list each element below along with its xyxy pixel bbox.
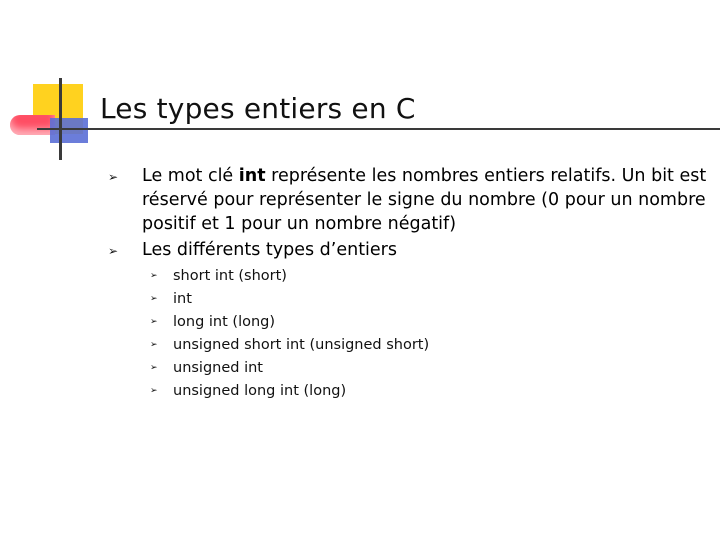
slide-title: Les types entiers en C [100,92,416,125]
arrow-bullet-icon: ➢ [150,271,158,281]
bullet-text: Les différents types d’entiers [142,240,397,260]
keyword-int: int [238,166,266,186]
bullet-text [142,164,714,236]
arrow-bullet-icon: ➢ [150,363,158,373]
decor-red-shape [10,115,55,135]
sub-bullet-text: int [173,291,192,307]
decor-vertical-line [59,78,62,160]
sub-bullet-list [150,266,429,404]
sub-bullet-item [150,335,429,358]
sub-bullet-item [150,358,429,381]
sub-bullet-item [150,381,429,404]
arrow-bullet-icon: ➢ [108,170,119,184]
bullet-text-part: Le mot clé [142,166,239,186]
arrow-bullet-icon: ➢ [150,386,158,396]
arrow-bullet-icon: ➢ [150,340,158,350]
decor-blue-square [50,118,88,143]
sub-bullet-text: long int (long) [173,314,276,330]
sub-bullet-item [150,289,429,312]
bullet-text-part: représente les nombres entiers relatifs. Un bit est réservé pour représenter le signe du nombre (0 pour un nombre positif et 1 pour un nombre négatif) [142,166,707,234]
sub-bullet-text: unsigned int [173,360,263,376]
bullet-item [108,164,714,236]
title-underline [37,128,720,130]
arrow-bullet-icon: ➢ [108,244,119,258]
sub-bullet-text: unsigned long int (long) [173,383,347,399]
bullet-list [108,164,714,264]
sub-bullet-text: short int (short) [173,268,287,284]
sub-bullet-text: unsigned short int (unsigned short) [173,337,430,353]
sub-bullet-item [150,266,429,289]
sub-bullet-item [150,312,429,335]
arrow-bullet-icon: ➢ [150,294,158,304]
arrow-bullet-icon: ➢ [150,317,158,327]
bullet-item [108,238,714,262]
